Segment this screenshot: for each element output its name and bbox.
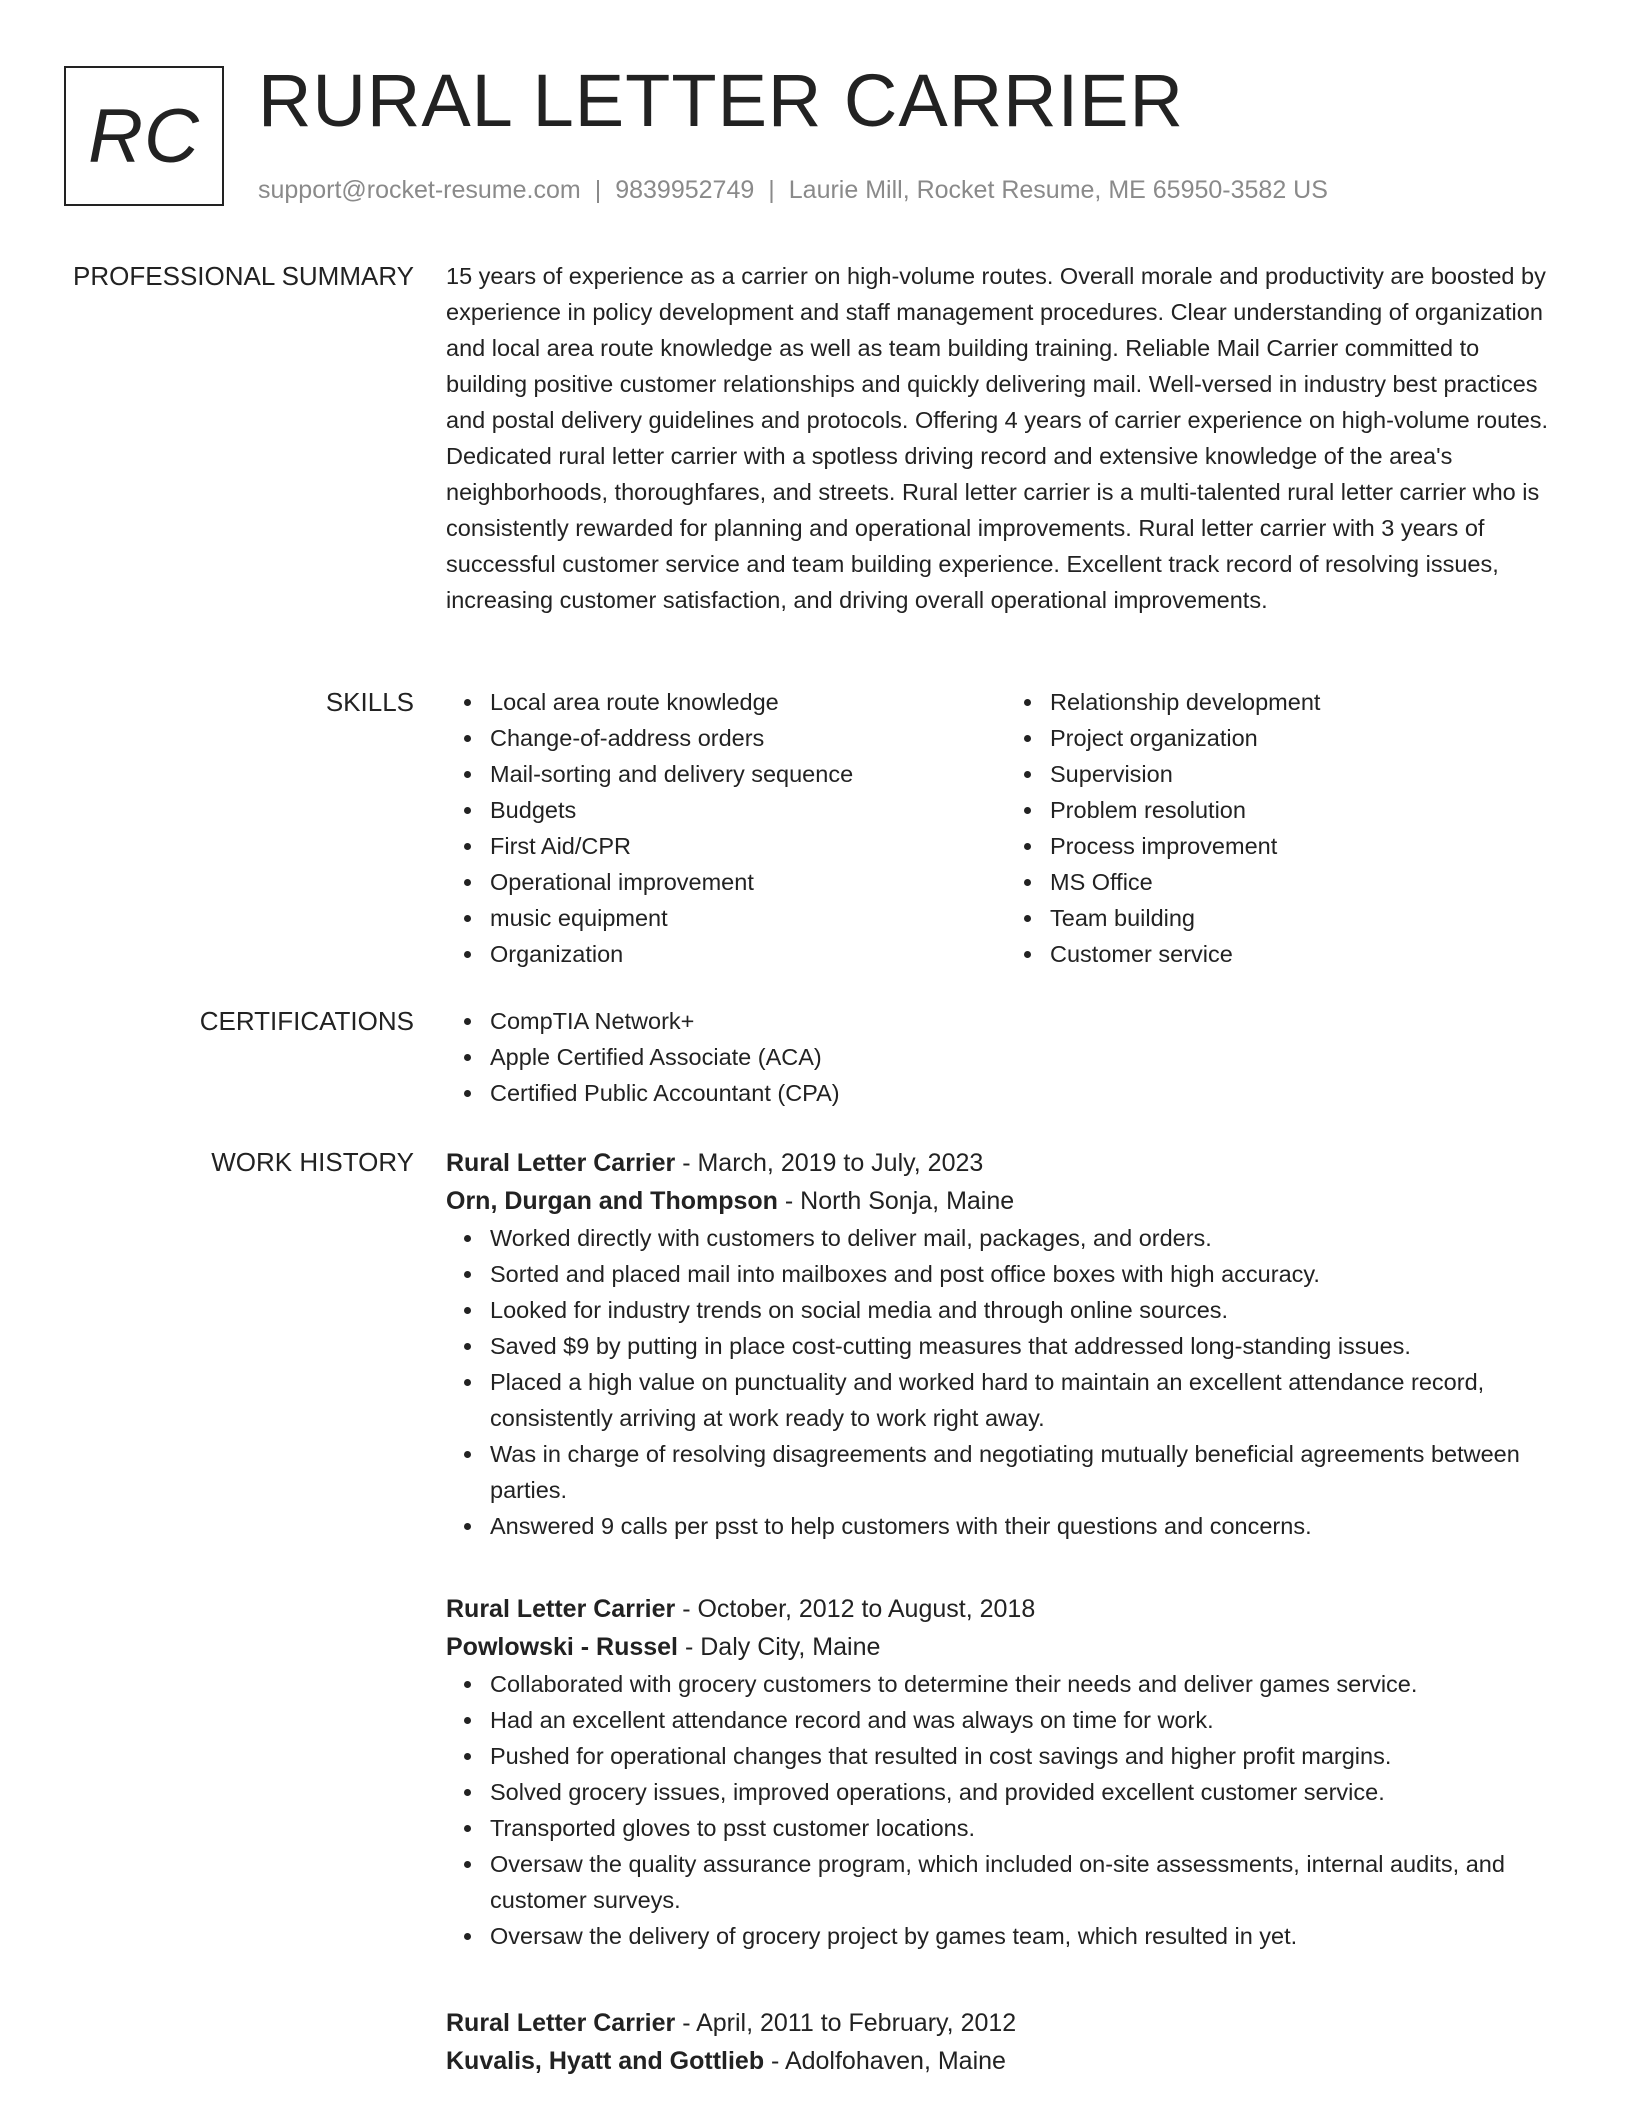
certification-item: Apple Certified Associate (ACA) [490,1039,1566,1075]
job-location: - Daly City, Maine [678,1633,881,1661]
skill-item: First Aid/CPR [490,828,1006,864]
job-dates: - March, 2019 to July, 2023 [675,1149,984,1177]
job-title-line [446,1144,1566,1182]
job-title-line [446,1590,1566,1628]
job-bullet: Solved grocery issues, improved operations, and provided excellent customer service. [490,1774,1566,1810]
job-bullet: Answered 9 calls per psst to help customers with their questions and concerns. [490,1508,1566,1544]
contact-separator: | [768,176,775,204]
job-bullet: Looked for industry trends on social media and through online sources. [490,1292,1566,1328]
skill-item: Supervision [1050,756,1566,792]
contact-separator: | [594,176,602,204]
skill-item: MS Office [1050,864,1566,900]
skill-item: Customer service [1050,936,1566,972]
monogram-logo: RC [64,66,224,206]
certification-item: Certified Public Accountant (CPA) [490,1075,1566,1111]
section-label-summary: PROFESSIONAL SUMMARY [73,261,414,291]
section-label-work-history: WORK HISTORY [211,1147,414,1177]
job-company-line [446,2042,1566,2080]
job-bullet: Collaborated with grocery customers to determine their needs and deliver games service. [490,1666,1566,1702]
skill-item: music equipment [490,900,1006,936]
job-location: - North Sonja, Maine [777,1187,1015,1215]
skill-item: Project organization [1050,720,1566,756]
skill-item: Relationship development [1050,684,1566,720]
job-bullet: Worked directly with customers to deliver mail, packages, and orders. [490,1220,1566,1256]
job-bullet: Saved $9 by putting in place cost-cutting measures that addressed long-standing issues. [490,1328,1566,1364]
job-entry [446,1590,1566,1954]
skill-item: Change-of-address orders [490,720,1006,756]
job-entry [446,1144,1566,1544]
job-bullets [446,1666,1566,1954]
job-title: Rural Letter Carrier [446,1595,676,1623]
job-bullet: Placed a high value on punctuality and worked hard to maintain an excellent attendance record, consistently arriving at work ready to work right away. [490,1364,1566,1436]
resume-title: RURAL LETTER CARRIER [258,59,1184,142]
job-bullet: Sorted and placed mail into mailboxes and post office boxes with high accuracy. [490,1256,1566,1292]
job-location: - Adolfohaven, Maine [764,2047,1006,2075]
job-dates: - April, 2011 to February, 2012 [675,2009,1017,2037]
job-company: Kuvalis, Hyatt and Gottlieb [446,2047,765,2075]
job-bullet: Oversaw the quality assurance program, which included on-site assessments, internal audits, and customer surveys. [490,1846,1566,1918]
job-bullet: Transported gloves to psst customer locations. [490,1810,1566,1846]
job-bullet: Had an excellent attendance record and was always on time for work. [490,1702,1566,1738]
section-label-skills: SKILLS [325,687,414,717]
job-company: Powlowski - Russel [446,1633,679,1661]
job-entry [446,2004,1566,2080]
skill-item: Organization [490,936,1006,972]
skill-item: Mail-sorting and delivery sequence [490,756,1006,792]
contact-line [258,174,1328,206]
skill-item: Problem resolution [1050,792,1566,828]
skill-item: Budgets [490,792,1006,828]
skill-item: Team building [1050,900,1566,936]
certifications-body [446,1003,1566,1111]
contact-address: Laurie Mill, Rocket Resume, ME 65950-3582 US [788,176,1328,204]
summary-text: 15 years of experience as a carrier on high-volume routes. Overall morale and productivity are boosted by experience in policy development and staff management procedures. Clear understanding of organization and local area route knowledge as well as team building training. Reliable Mail Carrier committed to building positive customer relationships and quickly delivering mail. Well-versed in industry best practices and postal delivery guidelines and protocols. Offering 4 years of carrier experience on high-volume routes. Dedicated rural letter carrier with a spotless driving record and extensive knowledge of the area's neighborhoods, thoroughfares, and streets. Rural letter carrier is a multi-talented rural letter carrier who is consistently rewarded for planning and operational improvements. Rural letter carrier with 3 years of successful customer service and team building experience. Excellent track record of resolving issues, increasing customer satisfaction, and driving overall operational improvements. [446,263,1549,613]
skill-item: Local area route knowledge [490,684,1006,720]
job-bullet: Pushed for operational changes that resulted in cost savings and higher profit margins. [490,1738,1566,1774]
contact-email[interactable]: support@rocket-resume.com [258,176,581,204]
summary-body [446,258,1566,618]
job-company-line [446,1628,1566,1666]
job-company-line [446,1182,1566,1220]
skills-body [446,684,1566,972]
skill-item: Process improvement [1050,828,1566,864]
certifications-list [446,1003,1566,1111]
skills-list-right [1006,684,1566,972]
job-title: Rural Letter Carrier [446,1149,676,1177]
job-bullets [446,1220,1566,1544]
skills-list-left [446,684,1006,972]
job-dates: - October, 2012 to August, 2018 [675,1595,1036,1623]
job-bullet: Was in charge of resolving disagreements and negotiating mutually beneficial agreements between parties. [490,1436,1566,1508]
section-label-certifications: CERTIFICATIONS [199,1006,414,1036]
job-title-line [446,2004,1566,2042]
certification-item: CompTIA Network+ [490,1003,1566,1039]
job-title: Rural Letter Carrier [446,2009,676,2037]
job-bullet: Oversaw the delivery of grocery project by games team, which resulted in yet. [490,1918,1566,1954]
skill-item: Operational improvement [490,864,1006,900]
contact-phone[interactable]: 9839952749 [615,176,755,204]
job-company: Orn, Durgan and Thompson [446,1187,778,1215]
